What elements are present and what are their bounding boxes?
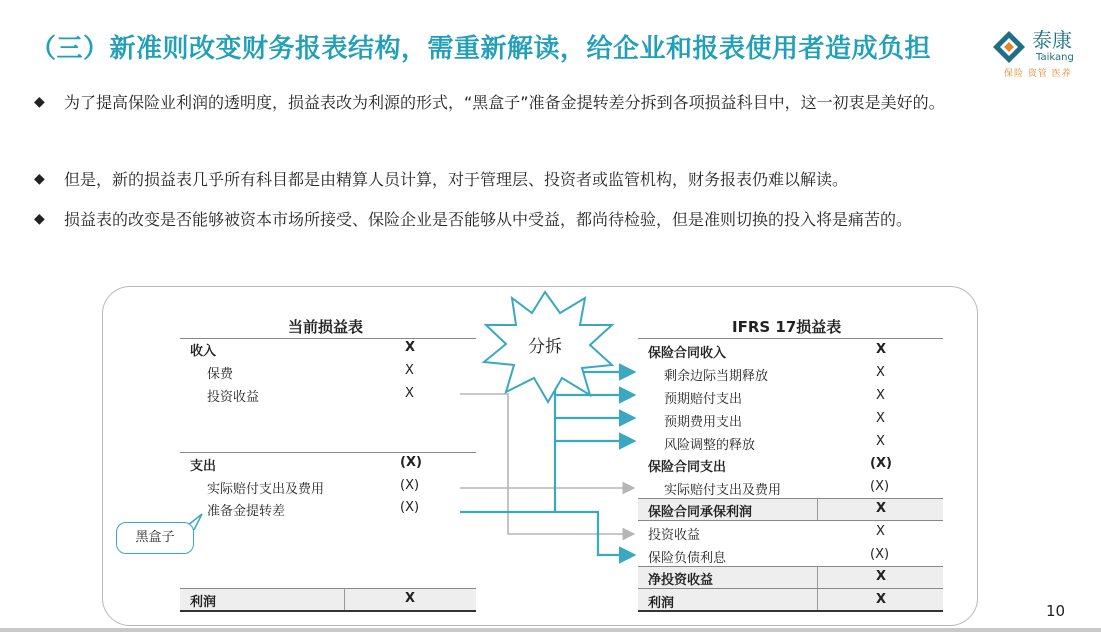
table-row-label: 保险合同承保利润 xyxy=(648,505,753,520)
table-row-value: (X) xyxy=(870,479,890,494)
split-label: 分拆 xyxy=(528,337,562,357)
table-row-label: 实际赔付支出及费用 xyxy=(207,482,325,497)
table-row-value: X xyxy=(876,569,887,584)
table-row-label: 投资收益 xyxy=(207,390,260,405)
table-row-label: 预期费用支出 xyxy=(664,415,743,430)
table-rule xyxy=(638,520,943,521)
logo-tagline: 保险 资管 医养 xyxy=(1004,69,1072,79)
table-row-value: (X) xyxy=(400,478,420,493)
table-row-value: X xyxy=(405,591,416,606)
diamond-bullet-icon: ◆ xyxy=(34,94,45,110)
table-row-label: 保险合同收入 xyxy=(648,346,727,361)
table-row-value: X xyxy=(876,434,885,449)
table-row-label: 实际赔付支出及费用 xyxy=(664,483,782,498)
table-row-value: X xyxy=(405,363,414,378)
table-rule xyxy=(180,588,476,589)
table-bottom-rule xyxy=(180,610,476,612)
table-row-value: X xyxy=(405,340,416,355)
page-number: 10 xyxy=(1046,602,1066,620)
profit-row-shade xyxy=(638,589,943,610)
bullet-text: 损益表的改变是否能够被资本市场所接受、保险企业是否能够从中受益，都尚待检验，但是准则切换的投入将是痛苦的。 xyxy=(64,210,913,229)
table-column-divider xyxy=(817,498,818,520)
table-row-value: X xyxy=(876,411,885,426)
table-row-value: X xyxy=(876,365,885,380)
current-statement-title: 当前损益表 xyxy=(288,318,364,336)
ifrs17-statement-title: IFRS 17损益表 xyxy=(732,318,842,336)
table-row-label: 保费 xyxy=(207,367,234,382)
diamond-bullet-icon: ◆ xyxy=(34,211,45,227)
table-top-rule xyxy=(638,338,943,339)
table-row-label: 剩余边际当期释放 xyxy=(664,369,769,384)
profit-row-shade xyxy=(180,588,476,610)
table-column-divider xyxy=(817,566,818,588)
table-row-value: X xyxy=(876,592,887,607)
table-column-divider xyxy=(344,588,345,610)
table-row-value: X xyxy=(876,501,887,516)
black-box-callout: 黑盒子 xyxy=(116,522,194,554)
table-row-value: X xyxy=(876,342,887,357)
table-column-divider xyxy=(817,589,818,610)
table-row-label: 支出 xyxy=(190,459,217,474)
table-row-value: X xyxy=(876,524,885,539)
table-row-value: X xyxy=(405,386,414,401)
table-row-label: 投资收益 xyxy=(648,528,701,543)
table-row-label: 利润 xyxy=(190,595,217,610)
bullet-text: 为了提高保险业利润的透明度，损益表改为利源的形式，“黑盒子”准备金提转差分拆到各项损益科目中，这一初衷是美好的。 xyxy=(64,93,945,112)
table-row-value: (X) xyxy=(400,500,420,515)
slide-title: （三）新准则改变财务报表结构，需重新解读，给企业和报表使用者造成负担 xyxy=(30,34,932,64)
table-row-label: 预期赔付支出 xyxy=(664,392,743,407)
table-bottom-rule xyxy=(638,610,943,612)
table-row-label: 保险合同支出 xyxy=(648,460,727,475)
table-row-value: X xyxy=(876,388,885,403)
table-top-rule xyxy=(180,338,476,339)
table-row-value: (X) xyxy=(870,547,890,562)
logo-name-en: Taikang xyxy=(1036,52,1074,63)
table-rule xyxy=(638,566,943,567)
table-row-value: (X) xyxy=(870,456,892,471)
table-rule xyxy=(180,452,476,453)
logo-name-cn: 泰康 xyxy=(1032,28,1072,52)
table-row-label: 利润 xyxy=(648,596,675,611)
footer-rule xyxy=(0,628,1101,632)
table-row-label: 收入 xyxy=(190,344,217,359)
bullet-text: 但是，新的损益表几乎所有科目都是由精算人员计算，对于管理层、投资者或监管机构，财务报表仍难以解读。 xyxy=(64,170,849,189)
table-row-label: 保险负债利息 xyxy=(648,551,727,566)
table-row-label: 风险调整的释放 xyxy=(664,438,756,453)
table-row-label: 准备金提转差 xyxy=(207,504,286,519)
table-row-value: (X) xyxy=(400,455,422,470)
diamond-bullet-icon: ◆ xyxy=(34,171,45,187)
table-rule xyxy=(638,498,943,499)
table-row-label: 净投资收益 xyxy=(648,573,714,588)
